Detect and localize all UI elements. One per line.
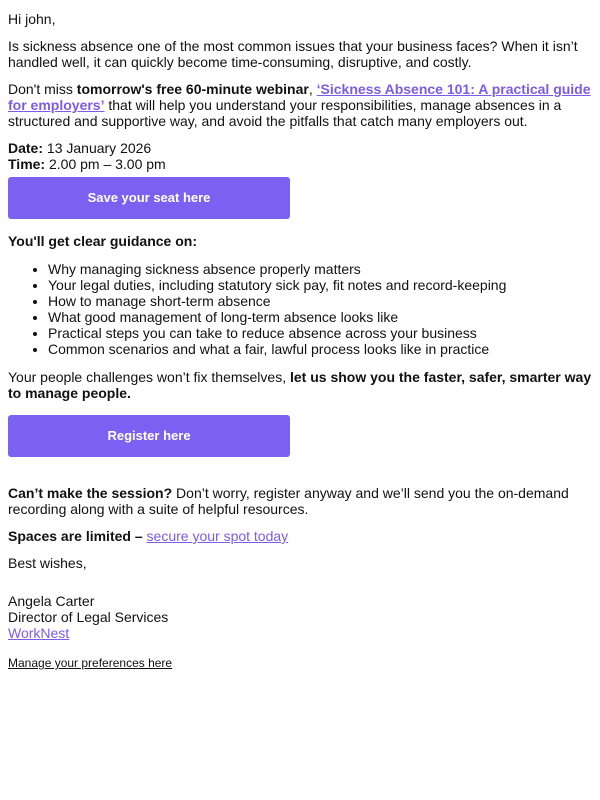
event-date <box>8 140 592 156</box>
list-item: • Practical steps you can take to reduce absence across your business <box>48 325 592 341</box>
list-item: • How to manage short-term absence <box>48 293 592 309</box>
greeting: Hi john, <box>8 11 56 27</box>
cant-make-paragraph <box>8 485 592 517</box>
signature-company <box>8 625 592 641</box>
list-item: • Why managing sickness absence properly matters <box>48 261 592 277</box>
challenge-bold: let us show you the faster, safer, smarter way to manage people. <box>8 369 592 401</box>
webinar-comma: , <box>308 81 317 97</box>
company-link[interactable]: WorkNest <box>8 625 70 641</box>
webinar-prefix: Don't miss <box>8 81 77 97</box>
challenge-prefix: Your people challenges won’t fix themselves, <box>8 369 290 385</box>
challenge-paragraph <box>8 369 592 401</box>
time-label: Time: <box>8 156 46 172</box>
cant-make-rest: Don’t worry, register anyway and we’ll send you the on-demand recording along with a suite of helpful resources. <box>8 485 569 517</box>
webinar-title-link[interactable]: ‘Sickness Absence 101: A practical guide for employers’ <box>8 81 591 113</box>
spaces-bold: Spaces are limited – <box>8 528 147 544</box>
sign-off: Best wishes, <box>8 555 87 571</box>
signature-title: Director of Legal Services <box>8 609 169 625</box>
webinar-bold: tomorrow's free 60-minute webinar <box>76 81 309 97</box>
register-button[interactable]: Register here <box>8 415 290 457</box>
secure-spot-link[interactable]: secure your spot today <box>146 528 289 544</box>
list-item: • Your legal duties, including statutory sick pay, fit notes and record-keeping <box>48 277 592 293</box>
list-item: • What good management of long-term absence looks like <box>48 309 592 325</box>
time-value: 2.00 pm – 3.00 pm <box>45 156 166 172</box>
date-value: 13 January 2026 <box>43 140 152 156</box>
guidance-heading-text: You'll get clear guidance on: <box>8 233 197 249</box>
guidance-list <box>8 261 592 357</box>
intro-paragraph: Is sickness absence one of the most common issues that your business faces? When it isn’t handled well, it can quickly become time-consuming, disruptive, and costly. <box>8 38 578 70</box>
guidance-heading <box>8 233 592 249</box>
event-time <box>8 156 592 172</box>
webinar-suffix: that will help you understand your responsibilities, manage absences in a structured and supportive way, and avoid the pitfalls that catch many employers out. <box>8 97 562 129</box>
manage-preferences-link[interactable]: Manage your preferences here <box>8 656 173 670</box>
list-item: • Common scenarios and what a fair, lawful process looks like in practice <box>48 341 592 357</box>
spaces-paragraph <box>8 528 592 544</box>
webinar-paragraph <box>8 81 592 129</box>
date-label: Date: <box>8 140 44 156</box>
footer <box>8 655 592 671</box>
cant-make-bold: Can’t make the session? <box>8 485 173 501</box>
signature-name: Angela Carter <box>8 593 95 609</box>
save-seat-button[interactable]: Save your seat here <box>8 177 290 219</box>
